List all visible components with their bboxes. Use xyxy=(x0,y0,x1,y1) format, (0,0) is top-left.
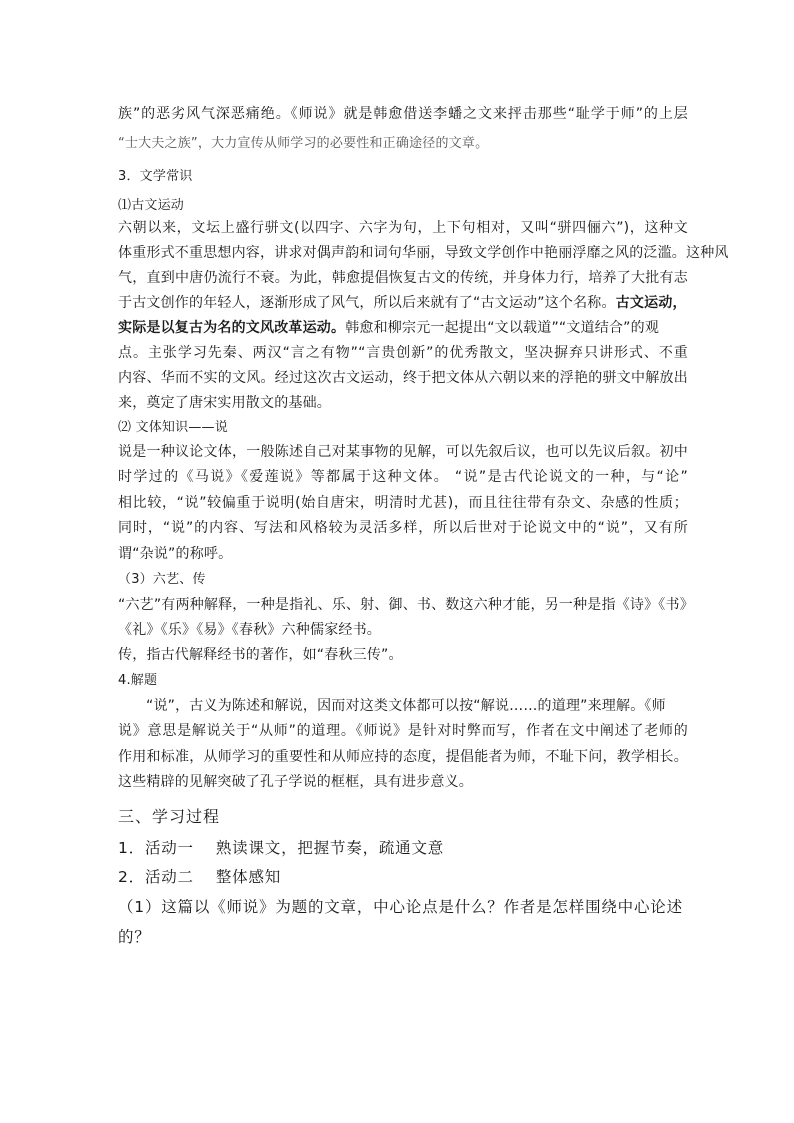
paragraph-line: 点。主张学习先秦、两汉“言之有物”“言贵创新”的优秀散文，坚决摒弃只讲形式、不重 xyxy=(118,345,688,361)
activity-2-text: 整体感知 xyxy=(215,868,282,886)
activity-1-text: 熟读课文，把握节奏，疏通文意 xyxy=(215,839,445,857)
paragraph-line: 气，直到中唐仍流行不衰。为此，韩愈提倡恢复古文的传统，并身体力行，培养了大批有志 xyxy=(118,270,688,286)
paragraph-text: 于古文创作的年轻人，逐渐形成了风气，所以后来就有了“古文运动”这个名称。 xyxy=(118,295,616,311)
part-3-heading: 三、学习过程 xyxy=(118,807,221,826)
intro-line-2: “士大夫之族”，大力宣传从师学习的必要性和正确途径的文章。 xyxy=(118,136,489,151)
activity-1 xyxy=(118,837,688,859)
subsection-ancient-prose-title: ⑴古文运动 xyxy=(118,198,185,213)
bold-definition: 实际是以复古为名的文风改革运动。 xyxy=(118,320,346,336)
paragraph-line: “六艺”有两种解释，一种是指礼、乐、射、御、书、数这六种才能，另一种是指《诗》《书》 xyxy=(118,597,694,613)
paragraph-line: 谓“杂说”的称呼。 xyxy=(118,546,233,562)
paragraph-line: 来，奠定了唐宋实用散文的基础。 xyxy=(118,395,331,411)
paragraph-line: 说》意思是解说关于“从师”的道理。《师说》是针对时弊而写，作者在文中阐述了老师的 xyxy=(118,723,688,739)
paragraph-line: 作用和标准，从师学习的重要性和从师应持的态度，提倡能者为师，不耻下问，教学相长。 xyxy=(118,749,688,765)
section-3-title: 3．文学常识 xyxy=(118,169,193,184)
activity-2 xyxy=(118,866,688,888)
paragraph-line xyxy=(118,292,688,314)
question-1-line-2: 的？ xyxy=(118,928,151,946)
paragraph-line: 这些精辟的见解突破了孔子学说的框框，具有进步意义。 xyxy=(118,774,473,790)
paragraph-line: 传，指古代解释经书的著作，如“春秋三传”。 xyxy=(118,647,403,663)
question-1-line-1: （1）这篇以《师说》为题的文章，中心论点是什么？作者是怎样围绕中心论述 xyxy=(118,898,683,916)
paragraph-line: 《礼》《乐》《易》《春秋》六种儒家经书。 xyxy=(118,622,381,638)
paragraph-line: 相比较，“说”较偏重于说明(始自唐宋，明清时尤甚)，而且往往带有杂文、杂感的性质； xyxy=(118,495,688,511)
subsection-six-arts-title: （3）六艺、传 xyxy=(118,572,206,587)
paragraph-text: 韩愈和柳宗元一起提出“文以载道”“文道结合”的观 xyxy=(345,320,660,336)
section-4-title: 4.解题 xyxy=(118,673,158,688)
bold-term: 古文运动， xyxy=(615,295,687,311)
intro-line-1: 族”的恶劣风气深恶痛绝。《师说》就是韩愈借送李蟠之文来抨击那些“耻学于师”的上层 xyxy=(118,106,688,122)
paragraph-line: 同时，“说”的内容、写法和风格较为灵活多样，所以后世对于论说文中的“说”，又有所 xyxy=(118,520,688,536)
paragraph-line: 体重形式不重思想内容，讲求对偶声韵和词句华丽，导致文学创作中艳丽浮靡之风的泛滥。这种风 xyxy=(118,245,729,261)
paragraph-line: “说”，古义为陈述和解说，因而对这类文体都可以按“解说……的道理”来理解。《师 xyxy=(146,698,666,714)
activity-1-label: 1．活动一 xyxy=(118,839,194,857)
activity-2-label: 2．活动二 xyxy=(118,868,194,886)
paragraph-line: 时学过的《马说》《爱莲说》等都属于这种文体。 “说”是古代论说文的一种，与“论” xyxy=(118,469,688,485)
paragraph-line xyxy=(118,317,688,339)
subsection-genre-title: ⑵ 文体知识——说 xyxy=(118,420,228,435)
paragraph-line: 内容、华而不实的文风。经过这次古文运动，终于把文体从六朝以来的浮艳的骈文中解放出 xyxy=(118,370,688,386)
paragraph-line: 说是一种议论文体，一般陈述自己对某事物的见解，可以先叙后议，也可以先议后叙。初中 xyxy=(118,444,688,460)
paragraph-line: 六朝以来，文坛上盛行骈文(以四字、六字为句，上下句相对，又叫“骈四俪六”)，这种文 xyxy=(118,220,688,236)
